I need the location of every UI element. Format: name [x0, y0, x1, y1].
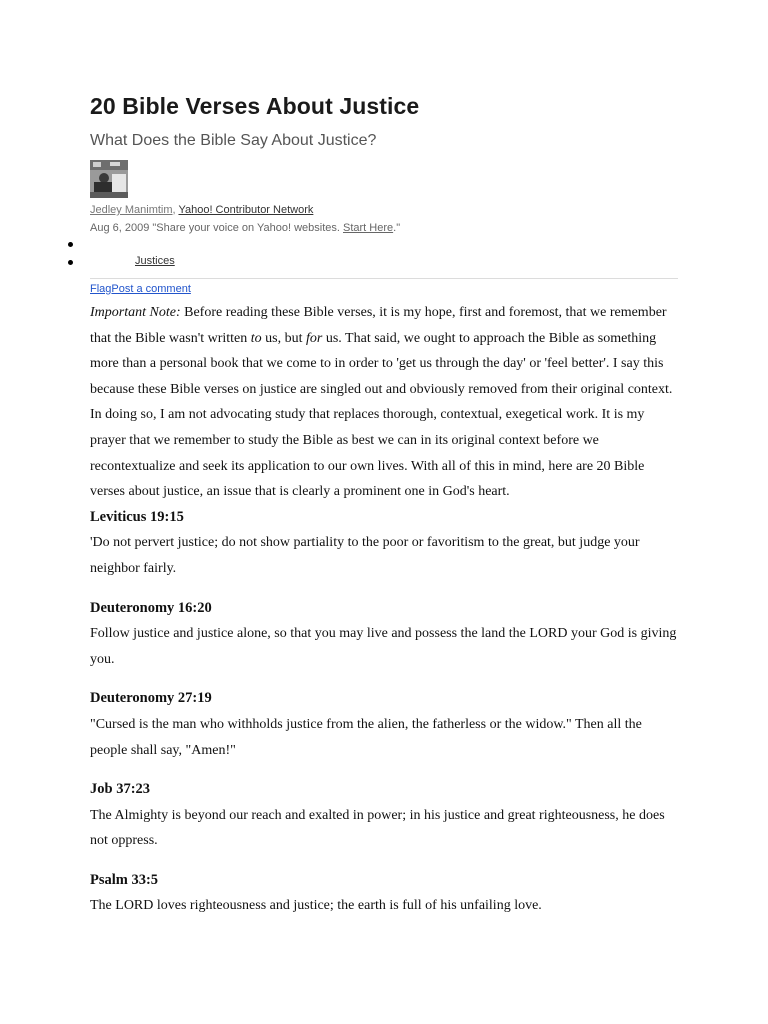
verse-text: Follow justice and justice alone, so that you may live and possess the land the LORD your God is giving you.: [90, 626, 677, 667]
divider: [90, 278, 678, 279]
flag-link[interactable]: Flag: [90, 283, 112, 295]
verse-text: The Almighty is beyond our reach and exalted in power; in his justice and great righteousness, he does not oppress.: [90, 807, 665, 849]
article-actions: [90, 283, 191, 295]
verse-text: 'Do not pervert justice; do not show partiality to the poor or favoritism to the great, but judge your neighbor fairly.: [90, 535, 640, 576]
article-subtitle: What Does the Bible Say About Justice?: [90, 132, 377, 149]
verse-reference: Job 37:23: [90, 781, 151, 798]
start-here-link[interactable]: Start Here: [343, 222, 394, 234]
verse-reference: Deuteronomy 27:19: [90, 690, 212, 707]
network-link[interactable]: Yahoo! Contributor Network: [178, 204, 314, 216]
verse-reference: Deuteronomy 16:20: [90, 599, 212, 616]
author-link[interactable]: Jedley Manimtim: [90, 204, 173, 216]
author-avatar[interactable]: [90, 160, 128, 198]
article-title: 20 Bible Verses About Justice: [90, 93, 420, 119]
intro-text: us. That said, we ought to approach the Bible as something more than a personal book that we come to in order to 'get us through the day' or 'feel better'. I say this because these Bible verses on justice are singled out and obviously removed from their original context. In doing so, I am not advocating study that replaces thorough, contextual, exegetical work. It is my prayer that we remember to study the Bible as best we can in its original context before we recontextualize and seek its application to our own lives. With all of this in mind, here are 20 Bible verses about justice, an issue that is clearly a prominent one in God's heart.: [90, 330, 673, 500]
intro-emphasis: to: [250, 330, 262, 346]
intro-paragraph: [90, 300, 680, 505]
byline: [90, 204, 313, 216]
dateline: [90, 222, 400, 234]
intro-text: Before reading these Bible verses, it is my hope, first and foremost, that we remember that the Bible wasn't written: [90, 305, 667, 346]
verse-text: The LORD loves righteousness and justice; the earth is full of his unfailing love.: [90, 898, 542, 914]
intro-emphasis: for: [306, 330, 323, 346]
intro-text: us, but: [261, 330, 307, 346]
byline-separator: ,: [172, 204, 179, 216]
post-comment-link[interactable]: Post a comment: [111, 283, 191, 295]
avatar-photo-icon: [90, 160, 128, 198]
important-note-label: Important Note:: [90, 305, 181, 320]
verse-reference: Leviticus 19:15: [90, 508, 184, 525]
bullet-icon: [68, 260, 73, 265]
bullet-icon: [68, 242, 73, 247]
verse-reference: Psalm 33:5: [90, 871, 159, 888]
date-text: Aug 6, 2009 "Share your voice on Yahoo! websites.: [90, 222, 343, 234]
article-body: [90, 300, 680, 919]
tag-link-justices[interactable]: Justices: [135, 255, 175, 267]
verse-text: "Cursed is the man who withholds justice from the alien, the fatherless or the widow." Then all the people shall say, "Amen!": [90, 716, 642, 758]
date-suffix: .": [393, 222, 401, 234]
